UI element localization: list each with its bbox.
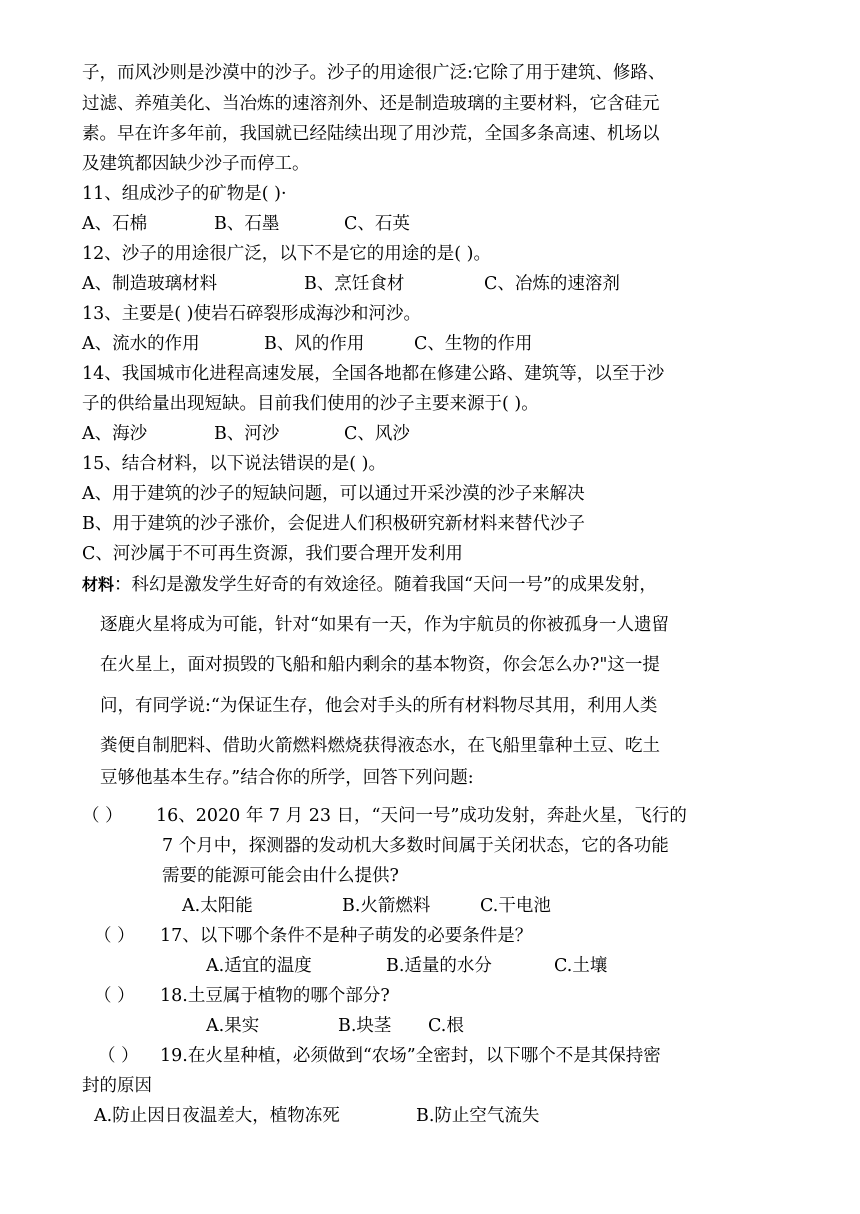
question-16-stem-cont: 7 个月中，探测器的发动机大多数时间属于关闭状态，它的各功能 [162,836,669,856]
q12-option-a[interactable]: A、制造玻璃材料 [82,274,218,294]
q11-option-b[interactable]: B、石墨 [214,214,280,234]
material-first-text: ：科幻是激发学生好奇的有效途径。随着我国“天问一号”的成果发射， [114,575,657,595]
question-16-stem: 16、2020 年 7 月 23 日，“天问一号”成功发射，奔赴火星，飞行的 [156,806,687,826]
q18-option-b[interactable]: B.块茎 [338,1016,392,1036]
q13-option-c[interactable]: C、生物的作用 [414,334,533,354]
passage-line: 子，而风沙则是沙漠中的沙子。沙子的用途很广泛:它除了用于建筑、修路、 [82,63,666,83]
material-label: 材料 [82,575,115,594]
q15-option-c[interactable]: C、河沙属于不可再生资源，我们要合理开发利用 [82,544,463,564]
question-15-stem: 15、结合材料，以下说法错误的是( )。 [82,454,386,474]
q14-option-a[interactable]: A、海沙 [82,424,148,444]
material-paragraph-first-line [82,573,657,597]
q16-option-c[interactable]: C.干电池 [480,896,551,916]
question-18-stem: 18.土豆属于植物的哪个部分? [160,986,390,1006]
question-16-stem-cont: 需要的能源可能会由什么提供? [162,866,399,886]
q13-option-a[interactable]: A、流水的作用 [82,334,200,354]
q15-option-b[interactable]: B、用于建筑的沙子涨价，会促进人们积极研究新材料来替代沙子 [82,514,585,534]
q18-answer-paren[interactable]: （ ） [94,986,135,1006]
material-line: 豆够他基本生存。”结合你的所学，回答下列问题: [100,768,474,788]
material-line: 在火星上，面对损毁的飞船和船内剩余的基本物资，你会怎么办?"这一提 [100,655,660,675]
question-12-stem: 12、沙子的用途很广泛，以下不是它的用途的是( )。 [82,244,491,264]
question-17-stem: 17、以下哪个条件不是种子萌发的必要条件是？ [160,926,533,946]
q12-option-b[interactable]: B、烹饪食材 [304,274,405,294]
passage-line: 过滤、养殖美化、当冶炼的速溶剂外、还是制造玻璃的主要材料，它含硅元 [82,94,660,114]
material-line: 逐鹿火星将成为可能，针对“如果有一天，作为宇航员的你被孤身一人遗留 [100,615,669,635]
material-line: 问，有同学说:“为保证生存，他会对手头的所有材料物尽其用，利用人类 [100,696,658,716]
q19-option-b[interactable]: B.防止空气流失 [416,1106,540,1126]
q12-option-c[interactable]: C、冶炼的速溶剂 [484,274,620,294]
question-19-stem-cont: 封的原因 [82,1076,152,1096]
question-11-stem: 11、组成沙子的矿物是( )· [82,184,287,204]
q15-option-a[interactable]: A、用于建筑的沙子的短缺问题，可以通过开采沙漠的沙子来解决 [82,484,585,504]
question-14-stem-cont: 子的供给量出现短缺。目前我们使用的沙子主要来源于( )。 [82,394,539,414]
q13-option-b[interactable]: B、风的作用 [264,334,365,354]
q17-option-a[interactable]: A.适宜的温度 [206,956,312,976]
question-19-stem: 19.在火星种植，必须做到“农场”全密封，以下哪个不是其保持密 [160,1046,661,1066]
q11-option-c[interactable]: C、石英 [344,214,410,234]
q19-option-a[interactable]: A.防止因日夜温差大，植物冻死 [94,1106,340,1126]
q18-option-a[interactable]: A.果实 [206,1016,260,1036]
q14-option-c[interactable]: C、风沙 [344,424,410,444]
q18-option-c[interactable]: C.根 [428,1016,464,1036]
q11-option-a[interactable]: A、石棉 [82,214,148,234]
q16-option-b[interactable]: B.火箭燃料 [342,896,431,916]
q16-option-a[interactable]: A.太阳能 [182,896,253,916]
question-13-stem: 13、主要是( )使岩石碎裂形成海沙和河沙。 [82,304,421,324]
material-line: 粪便自制肥料、借助火箭燃料燃烧获得液态水，在飞船里靠种土豆、吃土 [100,736,660,756]
q17-option-c[interactable]: C.土壤 [554,956,608,976]
passage-line: 及建筑都因缺少沙子而停工。 [82,154,310,174]
q16-answer-paren[interactable]: （ ） [82,806,123,826]
q17-answer-paren[interactable]: （ ） [94,926,135,946]
q14-option-b[interactable]: B、河沙 [214,424,280,444]
q19-answer-paren[interactable]: （ ） [98,1046,139,1066]
passage-line: 素。早在许多年前，我国就已经陆续出现了用沙荒，全国多条高速、机场以 [82,124,660,144]
question-14-stem: 14、我国城市化进程高速发展，全国各地都在修建公路、建筑等，以至于沙 [82,364,665,384]
q17-option-b[interactable]: B.适量的水分 [386,956,492,976]
